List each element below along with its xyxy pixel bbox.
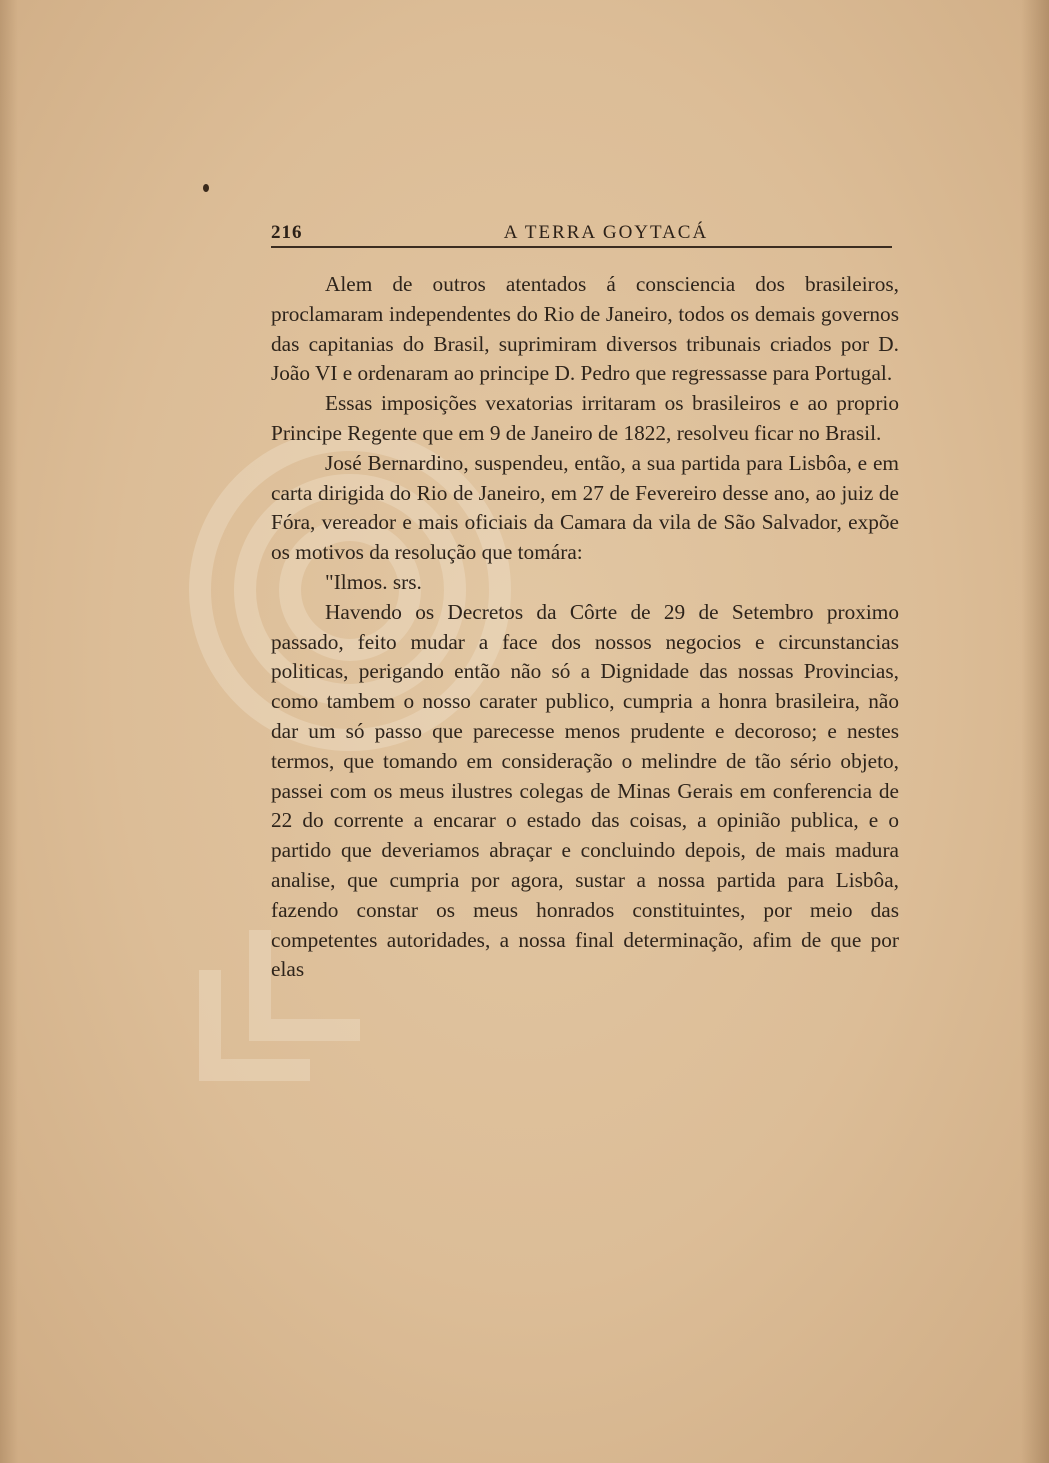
body-text [271, 270, 899, 985]
running-title: A TERRA GOYTACÁ [503, 222, 709, 243]
salutation: "Ilmos. srs. [325, 569, 422, 594]
page-left-shadow [0, 0, 18, 1463]
paragraph: Alem de outros atentados á consciencia dos brasileiros, proclamaram independentes do Rio de Janeiro, todos os demais governos das capitanias do Brasil, suprimiram diversos tribunais criados por D. João VI e ordenaram ao principe D. Pedro que regressasse para Portugal. [271, 272, 899, 386]
paragraph: Essas imposições vexatorias irritaram os brasileiros e ao proprio Principe Regente que em 9 de Janeiro de 1822, resolveu ficar no Brasil. [271, 391, 899, 445]
paragraph: José Bernardino, suspendeu, então, a sua partida para Lisbôa, e em carta dirigida do Rio de Janeiro, em 27 de Fevereiro desse ano, ao juiz de Fóra, vereador e mais oficiais da Camara da vila de São Salvador, expõe os motivos da resolução que tomára: [271, 450, 899, 565]
ink-speck [203, 184, 209, 192]
page-right-shadow [1021, 0, 1049, 1463]
paragraph: Havendo os Decretos da Côrte de 29 de Setembro proximo passado, feito mudar a face dos nossos negocios e circunstancias politicas, perigando então não só a Dignidade das nossas Provincias, como tambem o nosso carater publico, cumpria a honra brasileira, não dar um só passo que parecesse menos prudente e decoroso; e nestes termos, que tomando em consideração o melindre de tão sério objeto, passei com os meus ilustres colegas de Minas Gerais em conferencia de 22 do corrente a encarar o estado das coisas, a opinião publica, e o partido que deveriamos abraçar e concluindo depois, de mais madura analise, que cumpria por agora, sustar a nossa partida para Lisbôa, fazendo constar os meus honrados constituintes, por meio das competentes autoridades, a nossa final determinação, afim de que por elas [271, 599, 899, 982]
page-number: 216 [271, 222, 303, 243]
header-rule [271, 246, 892, 248]
